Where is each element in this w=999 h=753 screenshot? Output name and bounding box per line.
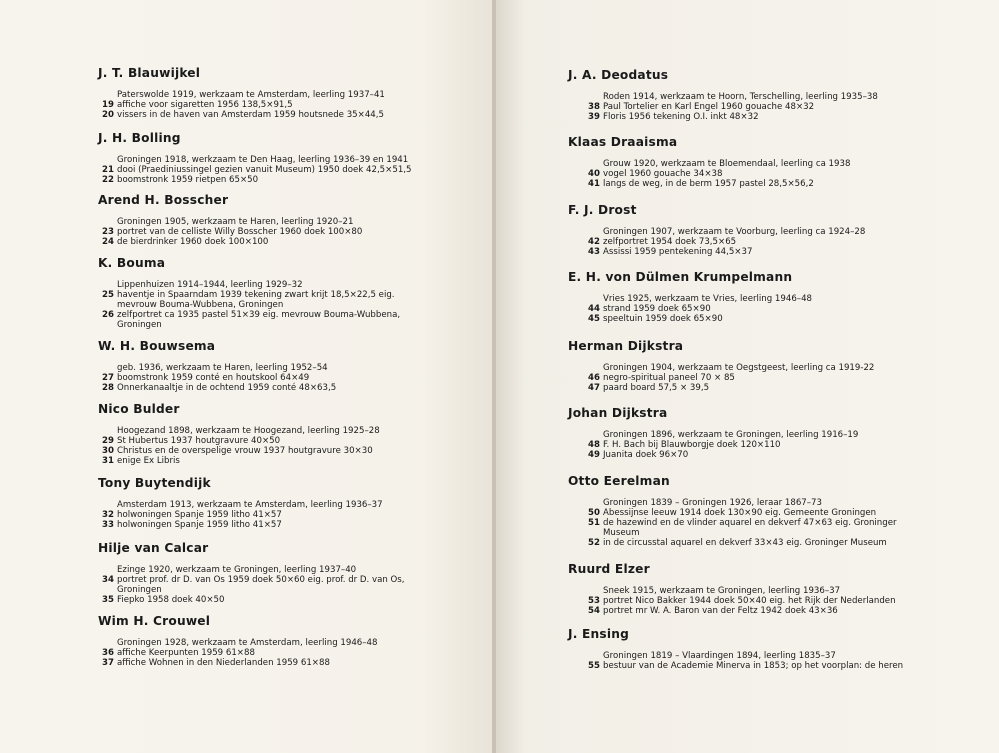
artist-name: Nico Bulder (98, 402, 180, 416)
catalogue-item (100, 175, 411, 185)
catalogue-number: 36 (102, 648, 114, 658)
catalogue-text: boomstronk 1959 conté en houtskool 64×49 (117, 373, 310, 383)
catalogue-text: bestuur van de Academie Minerva in 1853; op het voorplan: de heren (603, 661, 904, 671)
catalogue-number: 40 (588, 169, 600, 179)
catalogue-number: 55 (588, 661, 600, 671)
catalogue-number: 29 (102, 436, 114, 446)
catalogue-item (100, 310, 400, 320)
artist-entry (568, 562, 896, 616)
catalogue-continuation: Groningen (117, 320, 162, 330)
artist-bio: Ezinge 1920, werkzaam te Groningen, leerling 1937–40 (117, 565, 357, 575)
catalogue-text: portret mr W. A. Baron van der Feltz 1942 doek 43×36 (603, 606, 838, 616)
catalogue-item (100, 648, 378, 658)
catalogue-number: 49 (588, 450, 600, 460)
catalogue-item (586, 169, 850, 179)
catalogue-item (586, 112, 878, 122)
artist-entry (568, 203, 865, 257)
artist-entry (568, 68, 878, 122)
catalogue-item (100, 658, 378, 668)
catalogue-text: St Hubertus 1937 houtgravure 40×50 (117, 436, 281, 446)
artist-bio: Hoogezand 1898, werkzaam te Hoogezand, leerling 1925–28 (117, 426, 380, 436)
artist-name: W. H. Bouwsema (98, 339, 216, 353)
artist-entry (98, 614, 378, 668)
catalogue-item (586, 383, 874, 393)
catalogue-text: zelfportret 1954 doek 73,5×65 (603, 237, 737, 247)
catalogue-number: 31 (102, 456, 114, 466)
artist-bio: Vries 1925, werkzaam te Vries, leerling 1946–48 (603, 294, 813, 304)
artist-entry (568, 270, 812, 324)
catalogue-item (100, 446, 380, 456)
catalogue-item (100, 290, 400, 300)
catalogue-item (100, 456, 380, 466)
catalogue-text: holwoningen Spanje 1959 litho 41×57 (117, 520, 282, 530)
catalogue-text: Onnerkanaaltje in de ochtend 1959 conté 48×63,5 (117, 383, 337, 393)
catalogue-item (100, 595, 405, 605)
catalogue-item (586, 518, 897, 528)
catalogue-number: 21 (102, 165, 114, 175)
catalogue-number: 54 (588, 606, 600, 616)
right-page (496, 0, 999, 753)
catalogue-text: F. H. Bach bij Blauwborgje doek 120×110 (603, 440, 781, 450)
catalogue-number: 50 (588, 508, 600, 518)
catalogue-text: portret prof. dr D. van Os 1959 doek 50×60 eig. prof. dr D. van Os, (117, 575, 405, 585)
catalogue-item (586, 314, 812, 324)
artist-name: J. H. Bolling (98, 131, 181, 145)
indent-spacer (100, 585, 114, 595)
catalogue-number: 23 (102, 227, 114, 237)
artist-name: Tony Buytendijk (98, 476, 211, 490)
artist-name: J. Ensing (568, 627, 630, 641)
catalogue-number: 20 (102, 110, 114, 120)
artist-bio: geb. 1936, werkzaam te Haren, leerling 1952–54 (117, 363, 328, 373)
catalogue-text-continued (100, 320, 400, 330)
catalogue-text: boomstronk 1959 rietpen 65×50 (117, 175, 259, 185)
catalogue-text: affiche Wohnen in den Niederlanden 1959 61×88 (117, 658, 330, 668)
artist-entry (98, 541, 405, 605)
catalogue-number: 45 (588, 314, 600, 324)
artist-bio: Groningen 1819 – Vlaardingen 1894, leerling 1835–37 (603, 651, 836, 661)
catalogue-text: de bierdrinker 1960 doek 100×100 (117, 237, 269, 247)
catalogue-number: 44 (588, 304, 600, 314)
artist-entry (568, 627, 903, 671)
artist-entry (98, 256, 400, 330)
catalogue-number: 26 (102, 310, 114, 320)
catalogue-continuation: Museum (603, 528, 640, 538)
catalogue-number: 43 (588, 247, 600, 257)
catalogue-text: affiche voor sigaretten 1956 138,5×91,5 (117, 100, 293, 110)
catalogue-item (586, 102, 878, 112)
artist-name: Herman Dijkstra (568, 339, 684, 353)
catalogue-item (586, 450, 858, 460)
catalogue-number: 53 (588, 596, 600, 606)
artist-entry (98, 476, 383, 530)
artist-bio: Grouw 1920, werkzaam te Bloemendaal, leerling ca 1938 (603, 159, 851, 169)
catalogue-item (586, 247, 865, 257)
artist-bio: Groningen 1896, werkzaam te Groningen, leerling 1916–19 (603, 430, 859, 440)
catalogue-item (586, 440, 858, 450)
catalogue-text: dooi (Praediniussingel gezien vanuit Museum) 1950 doek 42,5×51,5 (117, 165, 412, 175)
indent-spacer (100, 300, 114, 310)
catalogue-text: Abessijnse leeuw 1914 doek 130×90 eig. Gemeente Groningen (603, 508, 877, 518)
catalogue-text: Fiepko 1958 doek 40×50 (117, 595, 225, 605)
catalogue-item (100, 510, 383, 520)
artist-name: Ruurd Elzer (568, 562, 650, 576)
artist-bio: Amsterdam 1913, werkzaam te Amsterdam, leerling 1936–37 (117, 500, 383, 510)
artist-bio: Paterswolde 1919, werkzaam te Amsterdam, leerling 1937–41 (117, 90, 385, 100)
artist-name: Hilje van Calcar (98, 541, 209, 555)
catalogue-number: 42 (588, 237, 600, 247)
catalogue-number: 33 (102, 520, 114, 530)
artist-name: J. T. Blauwijkel (98, 66, 201, 80)
catalogue-number: 41 (588, 179, 600, 189)
catalogue-number: 46 (588, 373, 600, 383)
artist-entry (98, 66, 385, 120)
catalogue-text: in de circusstal aquarel en dekverf 33×43 eig. Groninger Museum (603, 538, 887, 548)
catalogue-number: 39 (588, 112, 600, 122)
catalogue-item (586, 508, 897, 518)
catalogue-text: portret van de celliste Willy Bosscher 1960 doek 100×80 (117, 227, 363, 237)
left-page (0, 0, 494, 753)
catalogue-continuation: Groningen (117, 585, 162, 595)
catalogue-number: 38 (588, 102, 600, 112)
catalogue-text: vissers in de haven van Amsterdam 1959 houtsnede 35×44,5 (117, 110, 384, 120)
catalogue-number: 34 (102, 575, 114, 585)
catalogue-number: 35 (102, 595, 114, 605)
catalogue-item (100, 575, 405, 585)
artist-bio: Groningen 1905, werkzaam te Haren, leerling 1920–21 (117, 217, 354, 227)
catalogue-text: portret Nico Bakker 1944 doek 50×40 eig. het Rijk der Nederlanden (603, 596, 896, 606)
catalogue-item (100, 520, 383, 530)
artist-name: Wim H. Crouwel (98, 614, 211, 628)
catalogue-number: 25 (102, 290, 114, 300)
artist-entry (568, 406, 858, 460)
catalogue-item (100, 237, 362, 247)
catalogue-text: Assissi 1959 pentekening 44,5×37 (603, 247, 753, 257)
catalogue-text: Paul Tortelier en Karl Engel 1960 gouache 48×32 (603, 102, 815, 112)
artist-bio: Groningen 1928, werkzaam te Amsterdam, leerling 1946–48 (117, 638, 378, 648)
artist-bio: Lippenhuizen 1914–1944, leerling 1929–32 (117, 280, 303, 290)
catalogue-text-continued (586, 528, 897, 538)
catalogue-text: haventje in Spaarndam 1939 tekening zwart krijt 18,5×22,5 eig. (117, 290, 395, 300)
artist-entry (98, 131, 411, 185)
artist-name: K. Bouma (98, 256, 166, 270)
catalogue-text: langs de weg, in de berm 1957 pastel 28,5×56,2 (603, 179, 814, 189)
catalogue-item (100, 383, 336, 393)
catalogue-number: 48 (588, 440, 600, 450)
indent-spacer (586, 528, 600, 538)
artist-name: Johan Dijkstra (568, 406, 668, 420)
catalogue-item (100, 373, 336, 383)
catalogue-item (100, 227, 362, 237)
catalogue-number: 27 (102, 373, 114, 383)
catalogue-number: 19 (102, 100, 114, 110)
artist-bio: Groningen 1839 – Groningen 1926, leraar 1867–73 (603, 498, 822, 508)
catalogue-text: vogel 1960 gouache 34×38 (603, 169, 723, 179)
artist-entry (98, 402, 380, 466)
artist-name: F. J. Drost (568, 203, 637, 217)
catalogue-item (586, 373, 874, 383)
catalogue-item (586, 179, 850, 189)
catalogue-item (100, 165, 411, 175)
catalogue-item (586, 606, 896, 616)
artist-entry (98, 193, 362, 247)
catalogue-text-continued (100, 300, 400, 310)
catalogue-number: 32 (102, 510, 114, 520)
artist-name: Arend H. Bosscher (98, 193, 229, 207)
artist-entry (568, 339, 874, 393)
catalogue-text: paard board 57,5 × 39,5 (603, 383, 710, 393)
catalogue-number: 37 (102, 658, 114, 668)
artist-name: Klaas Draaisma (568, 135, 678, 149)
catalogue-text: Christus en de overspelige vrouw 1937 houtgravure 30×30 (117, 446, 373, 456)
artist-bio: Groningen 1918, werkzaam te Den Haag, leerling 1936–39 en 1941 (117, 155, 409, 165)
indent-spacer (100, 320, 114, 330)
catalogue-text: holwoningen Spanje 1959 litho 41×57 (117, 510, 282, 520)
catalogue-text: negro-spiritual paneel 70 × 85 (603, 373, 735, 383)
catalogue-number: 47 (588, 383, 600, 393)
catalogue-number: 24 (102, 237, 114, 247)
catalogue-text: affiche Keerpunten 1959 61×88 (117, 648, 255, 658)
catalogue-text: enige Ex Libris (117, 456, 180, 466)
catalogue-item (100, 100, 385, 110)
catalogue-item (586, 661, 903, 671)
catalogue-number: 30 (102, 446, 114, 456)
catalogue-number: 28 (102, 383, 114, 393)
artist-bio: Roden 1914, werkzaam te Hoorn, Terschelling, leerling 1935–38 (603, 92, 878, 102)
catalogue-item (100, 110, 385, 120)
catalogue-text: strand 1959 doek 65×90 (603, 304, 711, 314)
catalogue-number: 52 (588, 538, 600, 548)
catalogue-text-continued (100, 585, 405, 595)
artist-name: E. H. von Dülmen Krumpelmann (568, 270, 793, 284)
catalogue-text: Juanita doek 96×70 (603, 450, 689, 460)
artist-name: Otto Eerelman (568, 474, 670, 488)
catalogue-item (586, 538, 897, 548)
artist-bio: Sneek 1915, werkzaam te Groningen, leerling 1936–37 (603, 586, 841, 596)
catalogue-item (586, 237, 865, 247)
artist-name: J. A. Deodatus (568, 68, 669, 82)
catalogue-item (586, 304, 812, 314)
artist-entry (98, 339, 336, 393)
artist-bio: Groningen 1907, werkzaam te Voorburg, leerling ca 1924–28 (603, 227, 866, 237)
catalogue-text: zelfportret ca 1935 pastel 51×39 eig. mevrouw Bouma-Wubbena, (117, 310, 401, 320)
catalogue-item (586, 596, 896, 606)
catalogue-item (100, 436, 380, 446)
artist-bio: Groningen 1904, werkzaam te Oegstgeest, leerling ca 1919-22 (603, 363, 875, 373)
catalogue-text: Floris 1956 tekening O.I. inkt 48×32 (603, 112, 759, 122)
catalogue-continuation: mevrouw Bouma-Wubbena, Groningen (117, 300, 284, 310)
catalogue-number: 22 (102, 175, 114, 185)
artist-entry (568, 135, 850, 189)
catalogue-text: de hazewind en de vlinder aquarel en dekverf 47×63 eig. Groninger (603, 518, 897, 528)
catalogue-text: speeltuin 1959 doek 65×90 (603, 314, 723, 324)
artist-entry (568, 474, 897, 548)
catalogue-number: 51 (588, 518, 600, 528)
